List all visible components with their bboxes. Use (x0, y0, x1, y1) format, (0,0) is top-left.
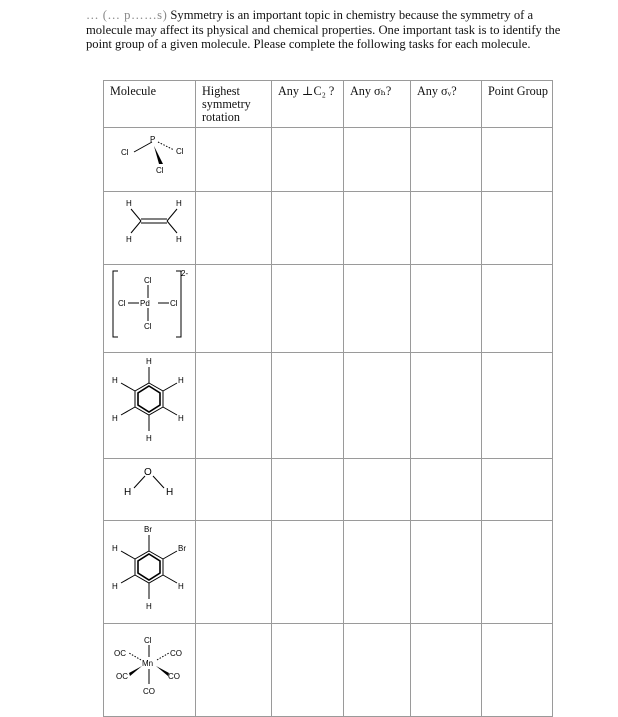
dibromobenzene-h: H (112, 544, 118, 553)
pdcl4-cl-bottom: Cl (144, 322, 152, 331)
symmetry-table (103, 80, 553, 717)
molecule-cell-water (104, 459, 196, 521)
answer-cell[interactable] (272, 624, 344, 717)
answer-cell[interactable] (196, 265, 272, 353)
ethylene-h: H (126, 235, 132, 244)
ethylene-h: H (176, 235, 182, 244)
header-point-group: Point Group (482, 81, 553, 128)
answer-cell[interactable] (196, 128, 272, 192)
table-row (104, 459, 553, 521)
answer-cell[interactable] (344, 521, 411, 624)
answer-cell[interactable] (482, 192, 553, 265)
answer-cell[interactable] (411, 624, 482, 717)
mnco5cl-oc: OC (116, 672, 128, 681)
answer-cell[interactable] (411, 128, 482, 192)
answer-cell[interactable] (482, 265, 553, 353)
answer-cell[interactable] (482, 459, 553, 521)
benzene-h: H (146, 434, 152, 443)
dibromobenzene-br: Br (144, 525, 152, 534)
answer-cell[interactable] (482, 128, 553, 192)
header-rotation: Highest symmetry rotation (196, 81, 272, 128)
molecule-cell-pcl3 (104, 128, 196, 192)
pdcl4-cl-left: Cl (118, 299, 126, 308)
dibromobenzene-h: H (112, 582, 118, 591)
answer-cell[interactable] (344, 192, 411, 265)
mnco5cl-co: CO (168, 672, 180, 681)
answer-cell[interactable] (411, 521, 482, 624)
answer-cell[interactable] (196, 353, 272, 459)
dibromobenzene-structure (104, 521, 195, 618)
ethylene-h: H (126, 199, 132, 208)
answer-cell[interactable] (411, 459, 482, 521)
answer-cell[interactable] (272, 128, 344, 192)
pcl3-cl-bottom: Cl (156, 166, 164, 175)
question-text (86, 8, 576, 52)
answer-cell[interactable] (482, 353, 553, 459)
benzene-h: H (178, 414, 184, 423)
answer-cell[interactable] (344, 624, 411, 717)
answer-cell[interactable] (196, 459, 272, 521)
table-header-row (104, 81, 553, 128)
benzene-structure (104, 353, 195, 453)
answer-cell[interactable] (482, 624, 553, 717)
answer-cell[interactable] (411, 265, 482, 353)
mnco5cl-mn: Mn (142, 659, 154, 668)
answer-cell[interactable] (272, 521, 344, 624)
table-row (104, 624, 553, 717)
ethylene-structure (104, 192, 195, 259)
dibromobenzene-h: H (146, 602, 152, 611)
pdcl4-charge: 2- (181, 269, 189, 278)
table-row (104, 265, 553, 353)
answer-cell[interactable] (411, 353, 482, 459)
water-h: H (124, 487, 132, 498)
pcl3-structure (104, 128, 195, 186)
benzene-h: H (112, 414, 118, 423)
answer-cell[interactable] (272, 265, 344, 353)
answer-cell[interactable] (196, 521, 272, 624)
mnco5cl-co: CO (170, 649, 182, 658)
question-number: … (… p……s) (86, 8, 168, 22)
molecule-cell-dibromobenzene (104, 521, 196, 624)
water-h: H (166, 487, 174, 498)
answer-cell[interactable] (344, 128, 411, 192)
mnco5cl-structure (104, 624, 195, 711)
answer-cell[interactable] (272, 192, 344, 265)
answer-cell[interactable] (344, 459, 411, 521)
benzene-h: H (178, 376, 184, 385)
benzene-h: H (146, 357, 152, 366)
mnco5cl-oc: OC (114, 649, 126, 658)
molecule-cell-mnco5cl (104, 624, 196, 717)
header-sigma-v: Any σᵥ? (411, 81, 482, 128)
dibromobenzene-br: Br (178, 544, 186, 553)
mnco5cl-co: CO (143, 687, 155, 696)
table-row (104, 353, 553, 459)
pcl3-cl-left: Cl (121, 148, 129, 157)
answer-cell[interactable] (411, 192, 482, 265)
table-row (104, 128, 553, 192)
molecule-cell-benzene (104, 353, 196, 459)
molecule-cell-pdcl4 (104, 265, 196, 353)
answer-cell[interactable] (272, 353, 344, 459)
pdcl4-cl-right: Cl (170, 299, 178, 308)
water-structure (104, 459, 195, 515)
header-molecule: Molecule (104, 81, 196, 128)
answer-cell[interactable] (196, 624, 272, 717)
pdcl4-pd: Pd (140, 299, 150, 308)
dibromobenzene-h: H (178, 582, 184, 591)
answer-cell[interactable] (272, 459, 344, 521)
table-row (104, 521, 553, 624)
benzene-h: H (112, 376, 118, 385)
mnco5cl-cl: Cl (144, 636, 152, 645)
water-o: O (144, 467, 152, 478)
pdcl4-cl-top: Cl (144, 276, 152, 285)
answer-cell[interactable] (344, 353, 411, 459)
pcl3-cl-right: Cl (176, 147, 184, 156)
header-sigma-h: Any σₕ? (344, 81, 411, 128)
question-body: Symmetry is an important topic in chemistry because the symmetry of a molecule may affect its physical and chemical properties. One important task is to identify the point group of a given molecule. Please complete the following tasks for each molecule. (86, 8, 561, 52)
ethylene-h: H (176, 199, 182, 208)
answer-cell[interactable] (196, 192, 272, 265)
table-row (104, 192, 553, 265)
answer-cell[interactable] (344, 265, 411, 353)
molecule-cell-ethylene (104, 192, 196, 265)
pdcl4-structure (104, 265, 195, 347)
answer-cell[interactable] (482, 521, 553, 624)
pcl3-p: P (150, 135, 156, 144)
header-perp-c2: Any ⊥C₂ ? (272, 81, 344, 128)
